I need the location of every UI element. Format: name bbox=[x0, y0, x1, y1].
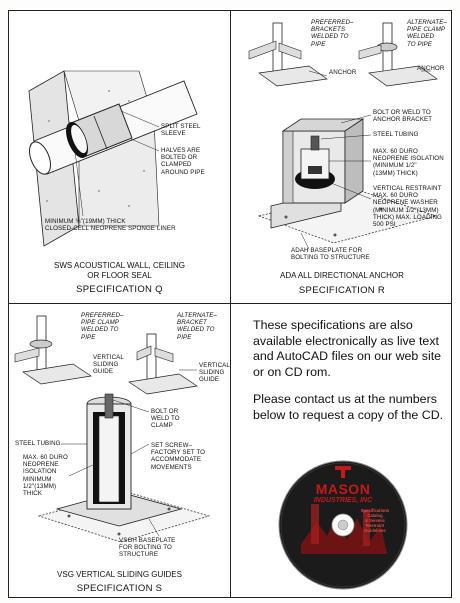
label-anchor-left: ANCHOR bbox=[329, 69, 357, 76]
label-halves-bolted: HALVES ARE BOLTED OR CLAMPED AROUND PIPE bbox=[161, 147, 205, 176]
caption-vsg-guides: VSG VERTICAL SLIDING GUIDES bbox=[57, 570, 182, 579]
panel-cd-info bbox=[231, 304, 453, 599]
label-split-sleeve: SPLIT STEEL SLEEVE bbox=[161, 123, 201, 138]
caption-sws-seal: SWS ACOUSTICAL WALL, CEILING OR FLOOR SEAL bbox=[54, 261, 185, 280]
label-steel-tubing: STEEL TUBING bbox=[15, 440, 61, 447]
label-preferred-brackets: PREFERRED– BRACKETS WELDED TO PIPE bbox=[311, 19, 354, 48]
label-neoprene-liner: MINIMUM ¾"(19MM) THICK CLOSED-CELL NEOPRENE SPONGE LINER bbox=[45, 218, 176, 233]
label-vsgh-baseplate: VSGH BASEPLATE FOR BOLTING TO STRUCTURE bbox=[119, 537, 176, 559]
label-bolt-weld: BOLT OR WELD TO ANCHOR BRACKET bbox=[373, 109, 433, 124]
spec-sheet bbox=[8, 10, 452, 598]
panel-spec-s bbox=[9, 304, 230, 599]
spec-s-title: SPECIFICATION S bbox=[76, 583, 163, 594]
label-guide-left: VERTICAL SLIDING GUIDE bbox=[93, 354, 124, 376]
label-adah-baseplate: ADAH BASEPLATE FOR BOLTING TO STRUCTURE bbox=[291, 247, 370, 262]
cd-subtitle: Specifications Catalog & Seismic Restraint Guidelines bbox=[360, 508, 390, 533]
spec-r-title: SPECIFICATION R bbox=[298, 285, 386, 296]
cd-company: INDUSTRIES, INC bbox=[313, 497, 373, 504]
label-bolt-weld-clamp: BOLT OR WELD TO CLAMP bbox=[151, 408, 180, 430]
cd-brand: MASON bbox=[315, 481, 371, 497]
label-anchor-right: ANCHOR bbox=[417, 65, 445, 72]
cd-rom-image bbox=[231, 304, 453, 599]
label-steel-tubing: STEEL TUBING bbox=[373, 131, 419, 138]
label-alternate-bracket: ALTERNATE– BRACKET WELDED TO PIPE bbox=[177, 312, 217, 341]
spec-q-title: SPECIFICATION Q bbox=[76, 284, 163, 295]
info-paragraph-electronic: These specifications are also available electronically as live text and AutoCAD files on our web site or on CD rom. bbox=[253, 318, 442, 379]
panel-spec-q bbox=[9, 11, 230, 303]
label-set-screw: SET SCREW– FACTORY SET TO ACCOMMODATE MOVEMENTS bbox=[151, 442, 206, 471]
info-paragraph-contact: Please contact us at the numbers below to request a copy of the CD. bbox=[253, 392, 444, 422]
label-alternate-clamp: ALTERNATE– PIPE CLAMP WELDED TO PIPE bbox=[407, 19, 447, 48]
label-neoprene-isolation: MAX. 60 DURO NEOPRENE ISOLATION (MINIMUM 1/2" (13MM) THICK) bbox=[373, 148, 444, 177]
caption-ada-anchor: ADA ALL DIRECTIONAL ANCHOR bbox=[280, 271, 404, 280]
label-guide-right: VERTICAL SLIDING GUIDE bbox=[199, 362, 230, 384]
label-preferred-clamp: PREFERRED– PIPE CLAMP WELDED TO PIPE bbox=[81, 312, 124, 341]
panel-spec-r bbox=[231, 11, 453, 303]
label-neoprene-isolation: MAX. 60 DURO NEOPRENE ISOLATION MINIMUM 1/2"(13MM) THICK bbox=[23, 454, 68, 498]
label-vertical-restraint: VERTICAL RESTRAINT MAX. 60 DURO NEOPRENE WASHER (MINIMUM 1/2"(13MM) THICK) MAX. LOADING 500 PSI bbox=[373, 185, 442, 229]
